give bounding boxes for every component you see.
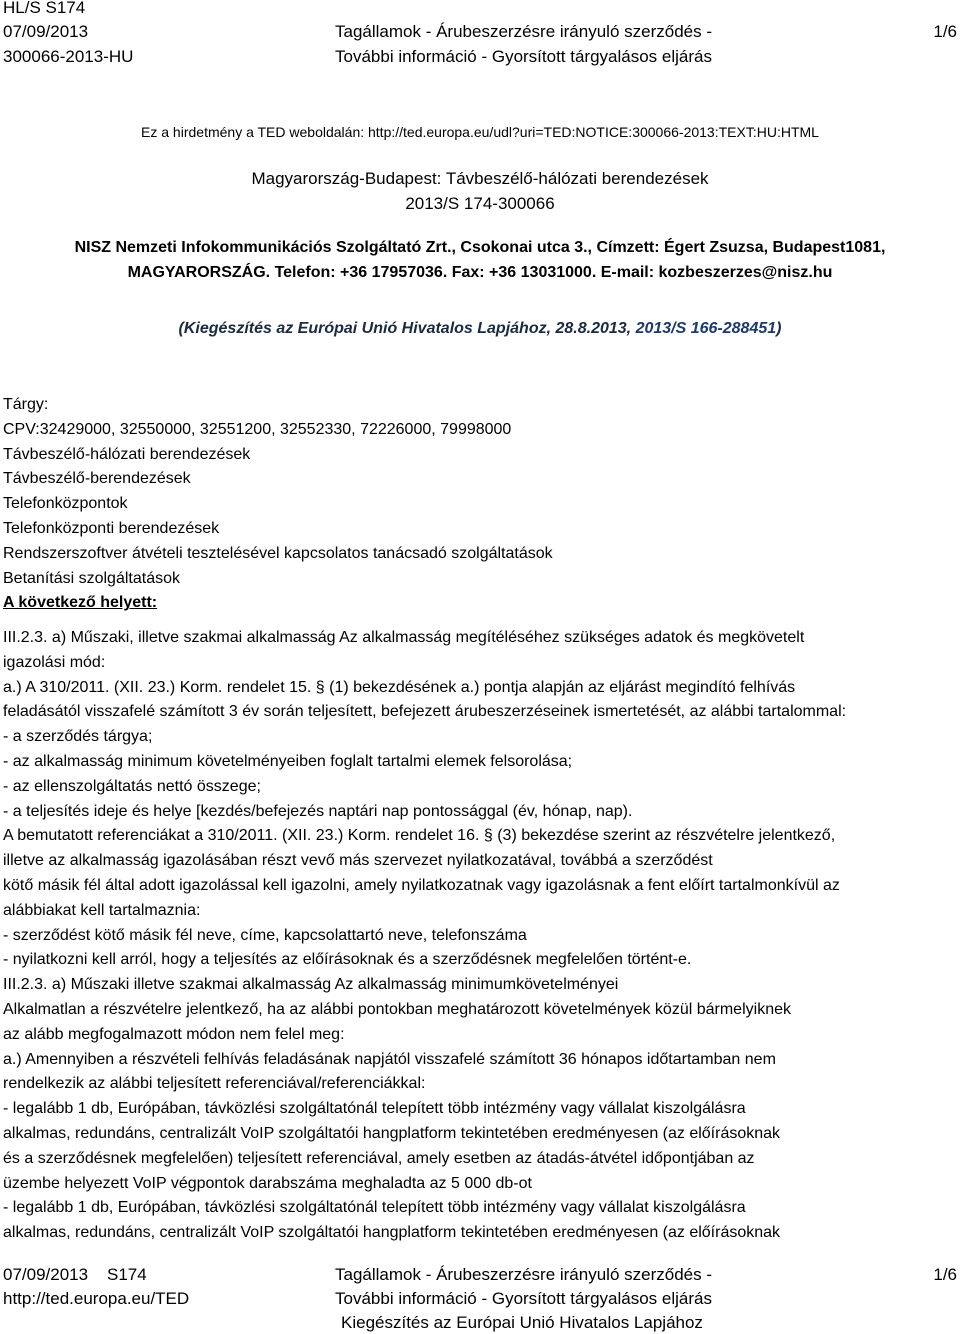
subject-item: Telefonközponti berendezések <box>3 519 220 537</box>
header-series: HL/S S174 <box>3 0 86 17</box>
contact-line-1: NISZ Nemzeti Infokommunikációs Szolgáltató Zrt., Csokonai utca 3., Címzett: Égert Zsuzsa, Budapest1081, <box>74 239 886 256</box>
subject-item: Rendszerszoftver átvételi tesztelésével kapcsolatos tanácsadó szolgáltatások <box>3 544 553 562</box>
body-line: - legalább 1 db, Európában, távközlési szolgáltatónál telepített több intézmény vagy vállalat kiszolgálásra <box>3 1199 746 1217</box>
body-line: A bemutatott referenciákat a 310/2011. (XII. 23.) Korm. rendelet 16. § (3) bekezdése szerint az részvételre jelentkező, <box>3 827 836 845</box>
subject-item: Telefonközpontok <box>3 495 128 513</box>
notice-number: 2013/S 174-300066 <box>405 194 555 213</box>
body-line: - legalább 1 db, Európában, távközlési szolgáltatónál telepített több intézmény vagy vállalat kiszolgálásra <box>3 1100 746 1118</box>
body-section <box>3 626 958 1246</box>
footer-url[interactable]: http://ted.europa.eu/TED <box>3 1289 190 1308</box>
footer-section-line3: Kiegészítés az Európai Unió Hivatalos Lapjához <box>341 1313 703 1332</box>
supplement-reference <box>0 318 960 340</box>
header-section-line1: Tagállamok - Árubeszerzésre irányuló szerződés - <box>335 22 712 41</box>
header-page-number: 1/6 <box>933 22 957 41</box>
header-date: 07/09/2013 <box>3 22 89 41</box>
body-line: feladásától visszafelé számított 3 év során teljesített, befejezett árubeszerzéseinek ismertetését, az alábbi tartalommal: <box>3 703 847 721</box>
footer-date-series: 07/09/2013 S174 <box>3 1265 147 1284</box>
body-line: kötő másik fél által adott igazolással kell igazolni, amely nyilatkozatnak vagy igazolásnak a fent előírt tartalmonkívül az <box>3 876 840 894</box>
supplement-prefix: (Kiegészítés az Európai Unió Hivatalos Lapjához, 28.8.2013, <box>178 320 636 337</box>
body-line: III.2.3. a) Műszaki, illetve szakmai alkalmasság Az alkalmasság megítéléséhez szükséges adatok és megkövetelt <box>3 629 805 646</box>
instead-of-heading: A következő helyett: <box>3 594 158 612</box>
body-line: III.2.3. a) Műszaki illetve szakmai alkalmasság Az alkalmasság minimumkövetelményei <box>3 976 619 994</box>
body-line: az alább megfogalmazott módon nem felel meg: <box>3 1025 345 1043</box>
body-line: és a szerződésnek megfelelően) teljesített referenciával, amely esetben az átadás-átvétel időpontjában az <box>3 1149 755 1167</box>
body-line: üzembe helyezett VoIP végpontok darabszáma meghaladta az 5 000 db-ot <box>3 1174 532 1192</box>
ted-notice-link[interactable]: Ez a hirdetmény a TED weboldalán: http://ted.europa.eu/udl?uri=TED:NOTICE:300066-2013:TEXT:HU:HTML <box>141 124 819 140</box>
cpv-codes: CPV:32429000, 32550000, 32551200, 32552330, 72226000, 79998000 <box>3 420 512 438</box>
subject-item: Betanítási szolgáltatások <box>3 569 180 587</box>
body-line: - az alkalmasság minimum követelményeiben foglalt tartalmi elemek felsorolása; <box>3 752 573 770</box>
subject-item: Távbeszélő-hálózati berendezések <box>3 445 251 463</box>
body-line: illetve az alkalmasság igazolásában részt vevő más szervezet nyilatkozatával, továbbá a szerződést <box>3 852 713 870</box>
body-line: - az ellenszolgáltatás nettó összege; <box>3 777 261 795</box>
body-line: rendelkezik az alábbi teljesített referenciával/referenciákkal: <box>3 1075 426 1093</box>
footer-section-line1: Tagállamok - Árubeszerzésre irányuló szerződés - <box>335 1265 712 1284</box>
subject-section <box>3 393 958 616</box>
body-line: - nyilatkozni kell arról, hogy a teljesítés az előírásoknak és a szerződésnek megfelelően történt-e. <box>3 951 692 969</box>
contact-line-2: MAGYARORSZÁG. Telefon: +36 17957036. Fax: +36 13031000. E-mail: kozbeszerzes@nisz.hu <box>127 264 833 281</box>
body-line: alkalmas, redundáns, centralizált VoIP szolgáltatói hangplatform tekintetében eredményesen (az előírásoknak <box>3 1124 781 1142</box>
subject-item: Távbeszélő-berendezések <box>3 470 191 488</box>
subject-label: Tárgy: <box>3 396 49 413</box>
body-line: alkalmas, redundáns, centralizált VoIP szolgáltatói hangplatform tekintetében eredményesen (az előírásoknak <box>3 1224 781 1242</box>
notice-title: Magyarország-Budapest: Távbeszélő-hálózati berendezések <box>251 169 709 188</box>
body-line: - szerződést kötő másik fél neve, címe, kapcsolattartó neve, telefonszáma <box>3 926 527 944</box>
body-line: a.) A 310/2011. (XII. 23.) Korm. rendelet 15. § (1) bekezdésének a.) pontja alapján az eljárást megindító felhívás <box>3 678 796 696</box>
header-doc-id: 300066-2013-HU <box>3 47 134 66</box>
body-line: - a szerződés tárgya; <box>3 728 153 746</box>
supplement-link[interactable]: 2013/S 166-288451 <box>635 320 777 337</box>
body-line: alábbiakat kell tartalmaznia: <box>3 901 201 919</box>
body-line: a.) Amennyiben a részvételi felhívás feladásának napjától visszafelé számított 36 hónapos időtartamban nem <box>3 1050 776 1068</box>
header-section-line2: További információ - Gyorsított tárgyalásos eljárás <box>335 47 712 66</box>
supplement-suffix: ) <box>776 320 782 337</box>
body-line: igazolási mód: <box>3 653 106 671</box>
footer-section-line2: További információ - Gyorsított tárgyalásos eljárás <box>335 1289 712 1308</box>
footer-page-number: 1/6 <box>933 1265 957 1284</box>
body-line: - a teljesítés ideje és helye [kezdés/befejezés naptári nap pontossággal (év, hónap, nap). <box>3 802 633 820</box>
body-line: Alkalmatlan a részvételre jelentkező, ha az alábbi pontokban meghatározott követelmények közül bármelyiknek <box>3 1000 791 1018</box>
